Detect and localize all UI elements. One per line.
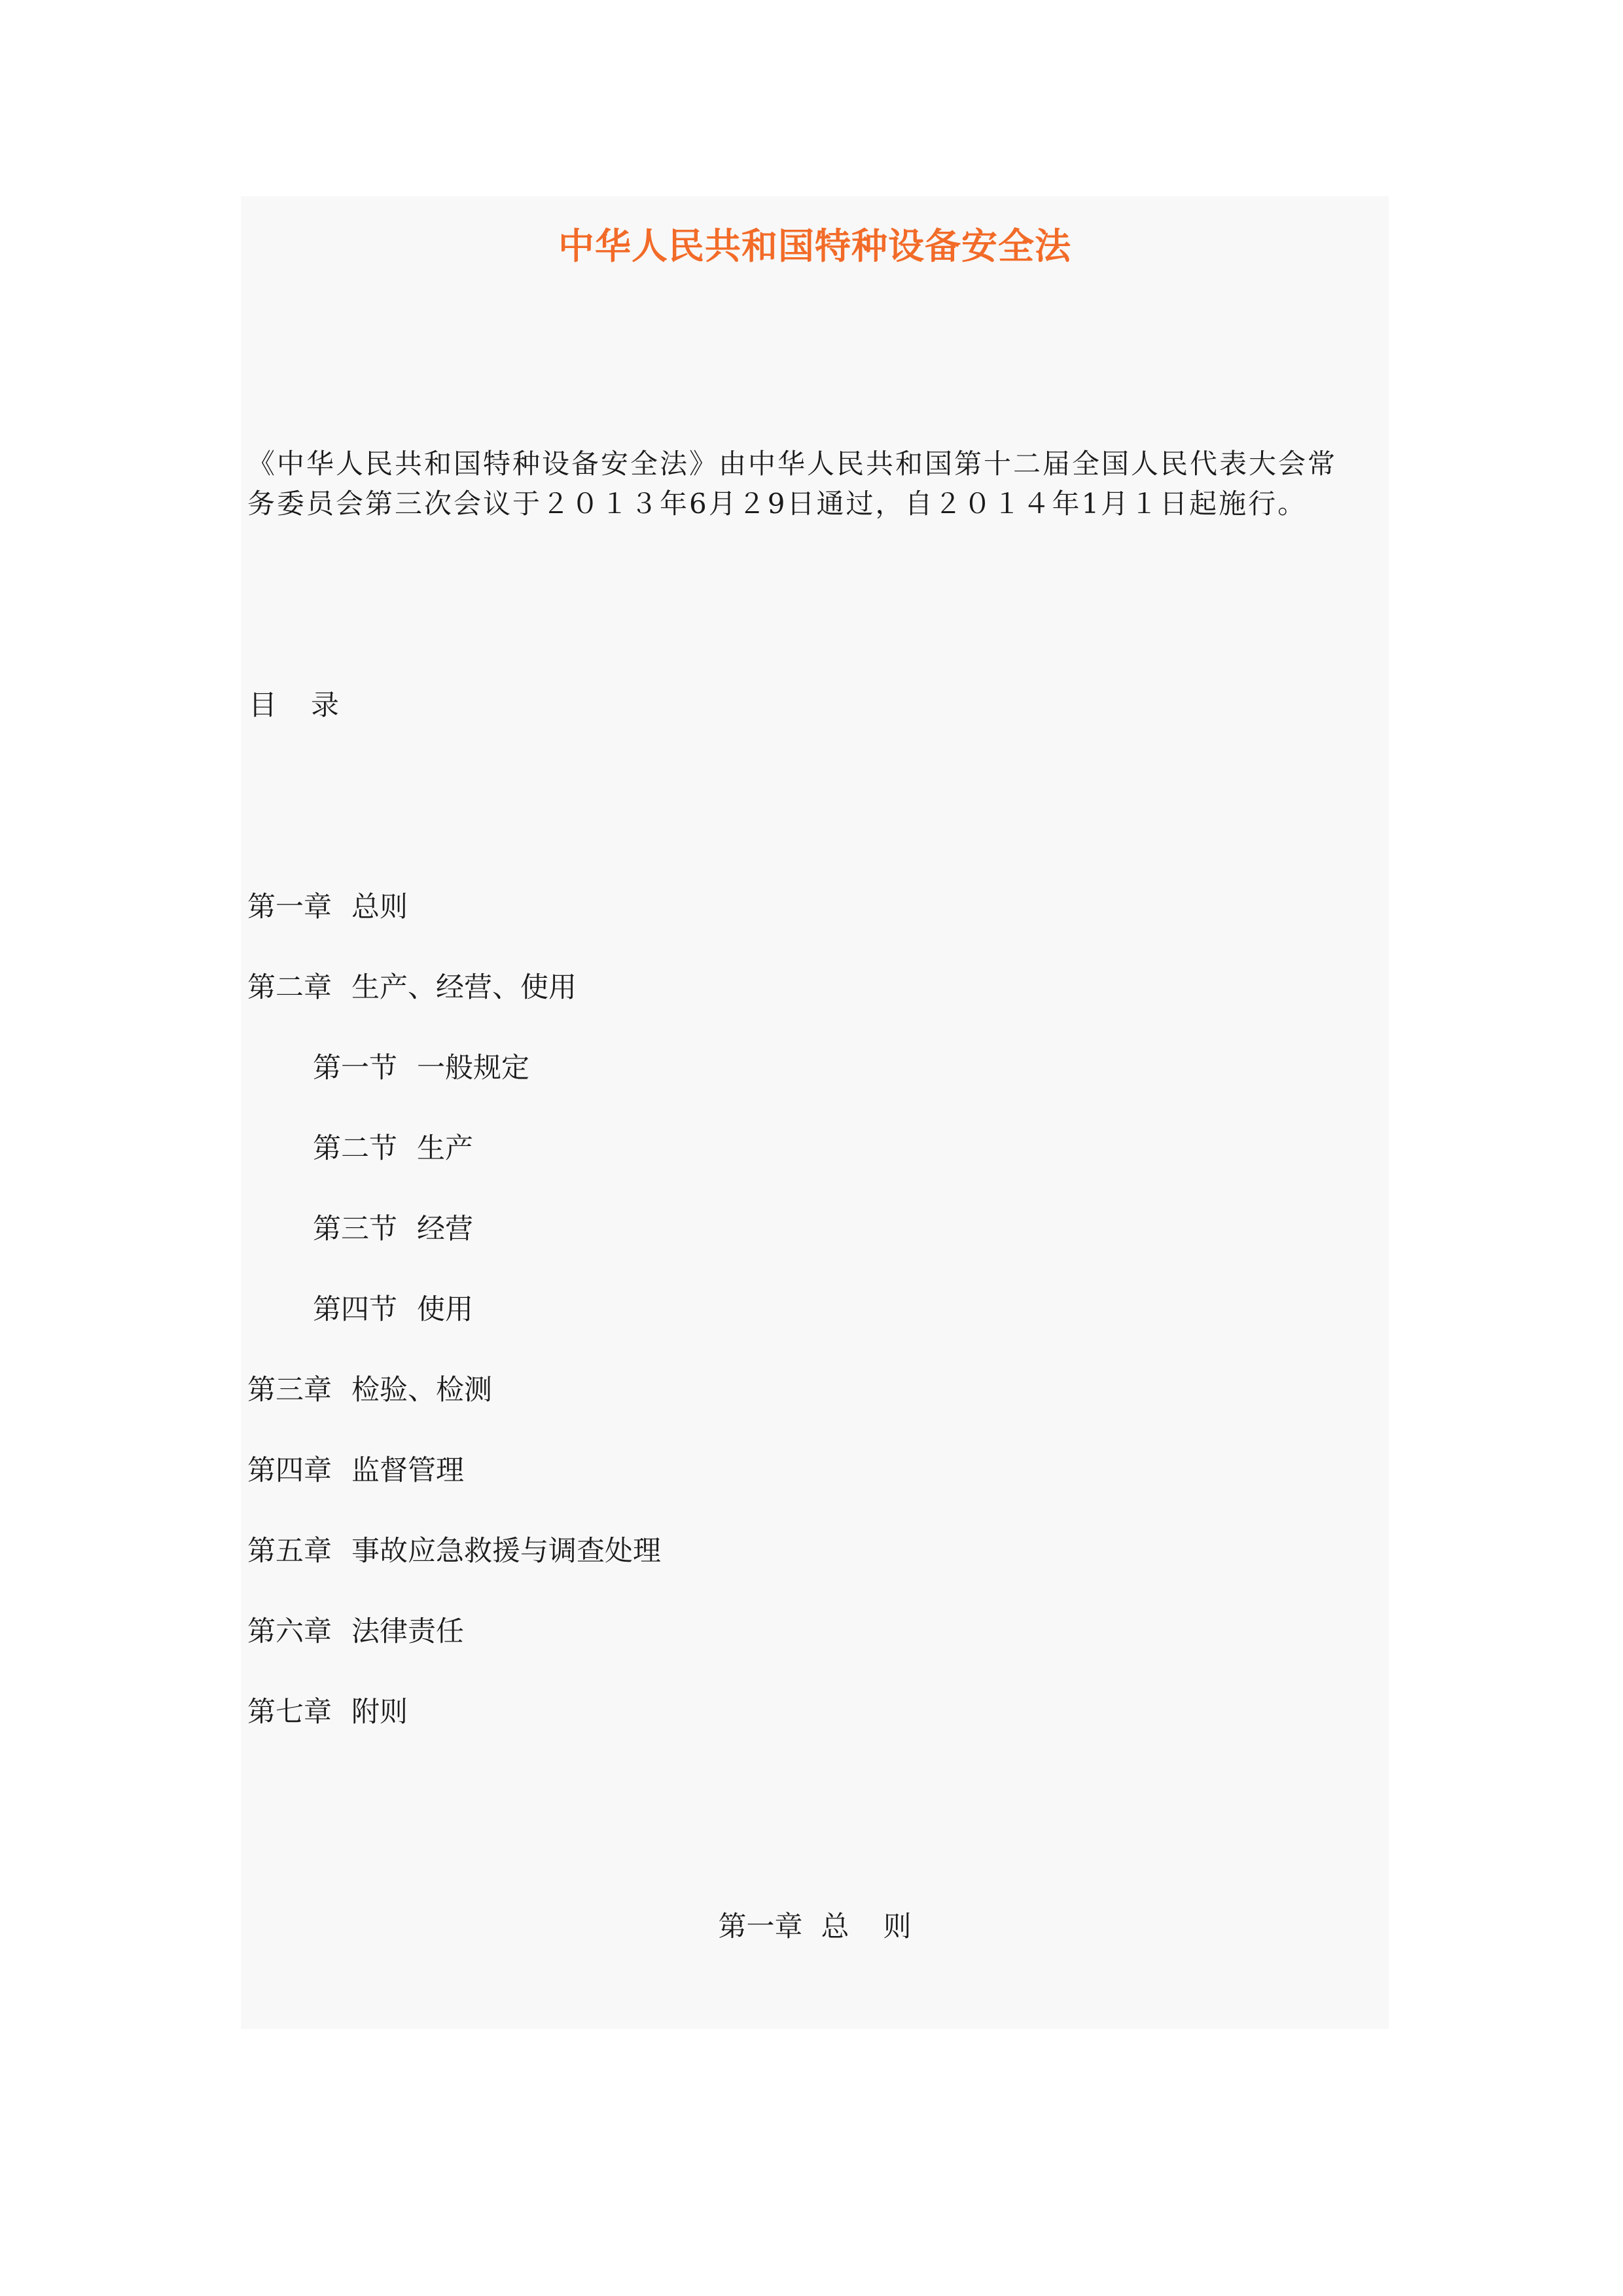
chapter-1-heading [241, 1907, 1389, 1946]
toc-item-title: 检验、检测 [351, 1374, 492, 1407]
intro-line-2: 务委员会第三次会议于２０１３年6月２9日通过，自２０１４年1月１日起施行。 [247, 488, 1308, 520]
toc-item-title: 一般规定 [417, 1052, 529, 1085]
toc-item-number: 第二章 [247, 971, 332, 1004]
toc-item-number: 第三节 [313, 1213, 397, 1246]
intro-line-1: 《中华人民共和国特种设备安全法》由中华人民共和国第十二届全国人民代表大会常 [247, 448, 1338, 480]
toc-item-number: 第一节 [313, 1052, 397, 1085]
toc-item-chapter-5[interactable] [247, 1532, 661, 1612]
toc-item-number: 第四章 [247, 1454, 332, 1487]
toc-item-chapter-4[interactable] [247, 1451, 661, 1532]
toc-item-number: 第三章 [247, 1374, 332, 1407]
toc-item-title: 法律责任 [351, 1615, 464, 1648]
toc-item-title: 附则 [351, 1696, 408, 1729]
toc-item-title: 使用 [417, 1293, 473, 1326]
toc-item-number: 第二节 [313, 1132, 397, 1165]
toc-item-section-4[interactable] [247, 1290, 661, 1371]
toc-item-section-3[interactable] [247, 1210, 661, 1290]
toc-item-title: 生产 [417, 1132, 473, 1165]
toc-item-number: 第七章 [247, 1696, 332, 1729]
toc-item-title: 经营 [417, 1213, 473, 1246]
toc-item-title: 监督管理 [351, 1454, 464, 1487]
toc-item-section-2[interactable] [247, 1129, 661, 1210]
toc-item-number: 第四节 [313, 1293, 397, 1326]
toc-item-number: 第六章 [247, 1615, 332, 1648]
toc-item-chapter-3[interactable] [247, 1371, 661, 1451]
table-of-contents [247, 888, 661, 1773]
toc-item-chapter-7[interactable] [247, 1693, 661, 1773]
toc-item-title: 事故应急救援与调查处理 [351, 1535, 661, 1568]
document-panel [241, 196, 1389, 2029]
toc-item-chapter-2[interactable] [247, 968, 661, 1049]
chapter-heading-number: 第一章 [718, 1910, 803, 1943]
chapter-heading-char-2: 则 [883, 1910, 912, 1943]
toc-item-number: 第五章 [247, 1535, 332, 1568]
toc-item-section-1[interactable] [247, 1049, 661, 1129]
toc-item-chapter-1[interactable] [247, 888, 661, 968]
chapter-heading-char-1: 总 [821, 1910, 849, 1943]
intro-paragraph [247, 444, 1412, 524]
toc-item-title: 生产、经营、使用 [351, 971, 577, 1004]
toc-heading-right: 录 [311, 689, 339, 722]
toc-item-number: 第一章 [247, 891, 332, 924]
toc-heading [249, 686, 339, 725]
document-title: 中华人民共和国特种设备安全法 [558, 225, 1071, 267]
toc-heading-left: 目 [249, 689, 277, 722]
toc-item-title: 总则 [351, 891, 408, 924]
toc-item-chapter-6[interactable] [247, 1612, 661, 1693]
